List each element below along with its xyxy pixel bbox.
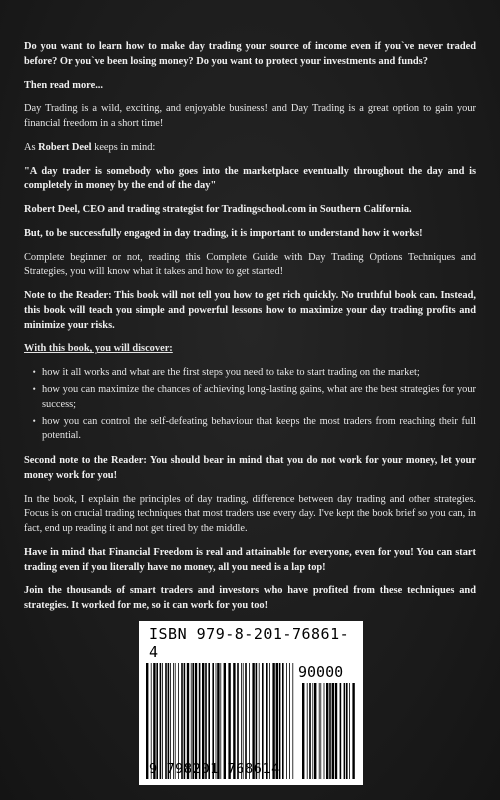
blurb-p6: But, to be successfully engaged in day trading, it is important to understand how it works! — [24, 227, 423, 239]
blurb-p1: Then read more... — [24, 79, 103, 91]
list-item: • how it all works and what are the first steps you need to take to start trading on the market; — [38, 366, 476, 381]
barcode-bar — [292, 663, 293, 779]
closing-p1: In the book, I explain the principles of day trading, difference between day trading and other strategies. Focus is on crucial trading techniques that most traders use every day. I've kept the book brief so you can, in fact, end up reading it and not get tired by the middle. — [24, 493, 476, 535]
barcode-bar — [309, 683, 311, 779]
blurb-p2: Day Trading is a wild, exciting, and enjoyable business! and Day Trading is a great option to gain your financial freedom in a short time! — [24, 103, 476, 130]
barcode-bar — [346, 683, 348, 779]
blurb-p5: Robert Deel, CEO and trading strategist for Tradingschool.com in Southern California. — [24, 204, 412, 216]
barcode-bar — [319, 683, 320, 779]
blurb-p0: Do you want to learn how to make day trading your source of income even if you`ve never traded before? Or you`ve been losing money? Do you want to protect your investments and funds? — [24, 41, 476, 67]
discover-list — [24, 366, 476, 444]
list-item: • how you can maximize the chances of achieving long-lasting gains, what are the best strategies for your success; — [38, 383, 476, 413]
barcode-addon-number: 90000 — [298, 663, 344, 681]
blurb-text — [24, 40, 476, 623]
barcode-bar — [332, 683, 334, 779]
barcode-bar — [282, 663, 284, 779]
list-item: • how you can control the self-defeating behaviour that keeps the most traders from reaching their full potential. — [38, 415, 476, 445]
barcode-bar — [340, 683, 342, 779]
blurb-p7: Complete beginner or not, reading this Complete Guide with Day Trading Options Techniques and Strategies, you will know what it takes and how to get started! — [24, 251, 476, 278]
barcode-bar — [307, 683, 308, 779]
barcode-bar — [344, 683, 346, 779]
blurb-p3: As Robert Deel keeps in mind: — [24, 141, 156, 153]
discover-heading: With this book, you will discover: — [24, 343, 173, 355]
barcode-bar — [329, 683, 331, 779]
barcode-bar — [312, 683, 313, 779]
barcode-bar — [320, 683, 321, 779]
barcode-bar — [302, 683, 304, 779]
closing-p2: Have in mind that Financial Freedom is real and attainable for everyone, even for you! You can start trading even if you literally have no money, all you need is a lap top! — [24, 546, 476, 573]
barcode-addon-bars — [301, 683, 355, 779]
closing-p0: Second note to the Reader: You should bear in mind that you do not work for your money, let your money work for you! — [24, 455, 476, 481]
isbn-barcode — [139, 621, 363, 785]
closing-p3: Join the thousands of smart traders and investors who have profited from these techniques and strategies. It worked for me, so it can work for you too! — [24, 585, 476, 612]
barcode-digits: 9 798201 768614 — [149, 761, 280, 777]
barcode-bar — [352, 683, 354, 779]
barcode-bar — [349, 683, 350, 779]
isbn-label: ISBN 979-8-201-76861-4 — [149, 625, 350, 661]
barcode-bar — [286, 663, 287, 779]
barcode-bar — [326, 683, 328, 779]
blurb-p4: "A day trader is somebody who goes into the marketplace eventually throughout the day and is completely in money by the end of the day" — [24, 165, 476, 192]
barcode-bar — [335, 683, 337, 779]
blurb-p8: Note to the Reader: This book will not tell you how to get rich quickly. No truthful book can. Instead, this book will teach you simple and powerful lessons how to maximize your day trading profits and minimize your risks. — [24, 290, 476, 331]
barcode-bar — [289, 663, 290, 779]
barcode-bar — [324, 683, 325, 779]
barcode-bar — [314, 683, 316, 779]
